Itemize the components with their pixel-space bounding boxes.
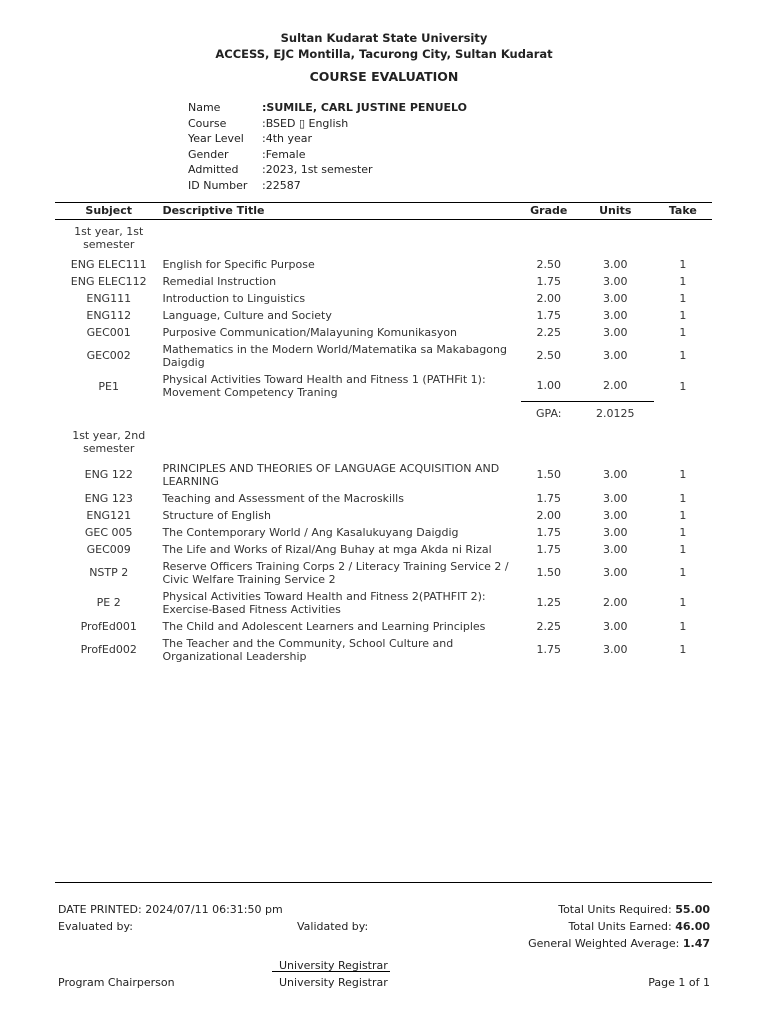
info-label: Course — [188, 116, 227, 130]
take: 1 — [679, 566, 687, 580]
descriptive-title: Purposive Communication/Malayuning Komunikasyon — [162, 325, 458, 339]
info-value: :4th year — [262, 132, 313, 145]
take: 1 — [679, 525, 687, 539]
table-row — [55, 507, 712, 524]
university-name: Sultan Kudarat State University — [280, 31, 488, 45]
grade: 2.25 — [536, 619, 562, 633]
grade: 1.00 — [536, 379, 562, 393]
student-info — [188, 100, 467, 193]
empty-cell — [577, 220, 654, 257]
units: 3.00 — [603, 619, 628, 633]
grade: 2.00 — [536, 508, 562, 522]
grade: 1.75 — [536, 491, 562, 505]
units: 3.00 — [603, 468, 628, 482]
subject-code: ENG 123 — [84, 491, 133, 505]
take: 1 — [679, 619, 687, 633]
total-units-earned — [568, 920, 710, 933]
table-row — [55, 541, 712, 558]
gwa-label: General Weighted Average: — [528, 937, 680, 950]
grade: 2.00 — [536, 291, 562, 305]
gpa-label: GPA: — [521, 402, 577, 425]
subject-code: GEC001 — [86, 325, 131, 339]
take: 1 — [679, 491, 687, 505]
empty-cell — [521, 220, 577, 257]
subject-code: GEC 005 — [84, 525, 133, 539]
header-subject: Subject — [55, 203, 162, 220]
total-earned-label: Total Units Earned: — [568, 920, 672, 933]
info-row — [188, 162, 467, 178]
descriptive-title: Teaching and Assessment of the Macroskills — [162, 491, 404, 505]
take: 1 — [679, 468, 687, 482]
gpa-value: 2.0125 — [577, 402, 654, 425]
empty-cell — [577, 424, 654, 460]
total-required-label: Total Units Required: — [558, 903, 672, 916]
program-chairperson: Program Chairperson — [58, 976, 175, 989]
table-row — [55, 524, 712, 541]
grade: 2.25 — [536, 325, 562, 339]
take: 1 — [679, 325, 687, 339]
units: 3.00 — [603, 542, 628, 556]
document-title: COURSE EVALUATION — [309, 69, 459, 84]
empty-cell — [654, 402, 712, 425]
take: 1 — [679, 379, 687, 393]
table-row — [55, 324, 712, 341]
validated-by: Validated by: — [297, 920, 369, 933]
evaluated-by: Evaluated by: — [58, 920, 133, 933]
grades-body — [55, 220, 712, 666]
subject-code: PE1 — [98, 379, 120, 393]
empty-cell — [162, 424, 520, 460]
subject-code: ENG121 — [86, 508, 132, 522]
semester-label: 1st year, 2nd semester — [72, 428, 146, 455]
table-row — [55, 490, 712, 507]
units: 3.00 — [603, 491, 628, 505]
info-value: :2023, 1st semester — [262, 163, 373, 176]
empty-cell — [162, 220, 520, 257]
grade: 1.75 — [536, 542, 562, 556]
total-units-required — [558, 903, 710, 916]
info-label: Gender — [188, 147, 229, 161]
units: 3.00 — [603, 525, 628, 539]
signature-line — [272, 971, 390, 972]
units: 3.00 — [603, 349, 628, 363]
take: 1 — [679, 257, 687, 271]
table-row — [55, 273, 712, 290]
grade: 1.75 — [536, 643, 562, 657]
campus-address: ACCESS, EJC Montilla, Tacurong City, Sultan Kudarat — [215, 47, 553, 61]
table-row — [55, 635, 712, 665]
gwa-value: 1.47 — [682, 937, 710, 950]
descriptive-title: Structure of English — [162, 508, 271, 522]
grade: 1.50 — [536, 468, 562, 482]
grade: 1.75 — [536, 308, 562, 322]
descriptive-title: Physical Activities Toward Health and Fitness 2(PATHFIT 2): Exercise-Based Fitness Activities — [162, 589, 486, 616]
descriptive-title: Remedial Instruction — [162, 274, 277, 288]
info-row — [188, 100, 467, 116]
info-value: :22587 — [262, 178, 301, 192]
units: 2.00 — [603, 596, 628, 610]
info-row — [188, 147, 467, 163]
table-row — [55, 290, 712, 307]
info-row — [188, 178, 467, 194]
subject-code: ENG111 — [86, 291, 132, 305]
info-value: :Female — [262, 147, 306, 161]
table-row — [55, 460, 712, 490]
header-grade: Grade — [521, 203, 577, 220]
date-printed: DATE PRINTED: 2024/07/11 06:31:50 pm — [58, 903, 283, 916]
table-row — [55, 588, 712, 618]
info-value: :BSED ▯ English — [262, 116, 349, 130]
general-weighted-average — [528, 937, 710, 950]
take: 1 — [679, 643, 687, 657]
table-row — [55, 341, 712, 371]
total-earned-value: 46.00 — [675, 920, 710, 933]
descriptive-title: The Child and Adolescent Learners and Learning Principles — [162, 619, 486, 633]
page-number: Page 1 of 1 — [648, 976, 710, 989]
units: 3.00 — [603, 325, 628, 339]
semester-row — [55, 220, 712, 257]
table-row — [55, 256, 712, 273]
take: 1 — [679, 308, 687, 322]
subject-code: GEC009 — [86, 542, 131, 556]
info-label: Year Level — [188, 132, 244, 145]
units: 3.00 — [603, 643, 628, 657]
grade: 2.50 — [536, 257, 562, 271]
units: 3.00 — [603, 291, 628, 305]
units: 3.00 — [603, 566, 628, 580]
subject-code: ProfEd001 — [80, 619, 137, 633]
take: 1 — [679, 349, 687, 363]
header-units: Units — [577, 203, 654, 220]
empty-cell — [654, 220, 712, 257]
header-title: Descriptive Title — [162, 203, 520, 220]
units: 3.00 — [603, 274, 628, 288]
table-row — [55, 558, 712, 588]
empty-cell — [521, 424, 577, 460]
total-required-value: 55.00 — [675, 903, 710, 916]
info-label: ID Number — [188, 178, 248, 192]
descriptive-title: Introduction to Linguistics — [162, 291, 306, 305]
units: 3.00 — [603, 308, 628, 322]
info-label: Admitted — [188, 163, 239, 176]
table-row — [55, 307, 712, 324]
table-row — [55, 618, 712, 635]
table-header-row — [55, 203, 712, 220]
grade: 1.50 — [536, 566, 562, 580]
grade: 1.25 — [536, 596, 562, 610]
subject-code: ENG 122 — [84, 468, 133, 482]
grade: 1.75 — [536, 274, 562, 288]
subject-code: ENG112 — [86, 308, 132, 322]
subject-code: ProfEd002 — [80, 643, 137, 657]
subject-code: PE 2 — [96, 596, 121, 610]
descriptive-title: The Contemporary World / Ang Kasalukuyang Daigdig — [162, 525, 459, 539]
semester-label: 1st year, 1st semester — [74, 224, 144, 251]
document-header — [0, 30, 768, 86]
subject-code: ENG ELEC112 — [70, 274, 147, 288]
empty-cell — [55, 402, 162, 425]
registrar-signature: University Registrar — [279, 959, 388, 972]
footer-divider — [55, 882, 712, 883]
info-row — [188, 116, 467, 132]
descriptive-title: Physical Activities Toward Health and Fitness 1 (PATHFit 1): Movement Competency Traning — [162, 372, 486, 400]
empty-cell — [162, 402, 520, 425]
grade: 1.75 — [536, 525, 562, 539]
empty-cell — [654, 424, 712, 460]
descriptive-title: The Life and Works of Rizal/Ang Buhay at mga Akda ni Rizal — [162, 542, 492, 556]
table-row — [55, 371, 712, 402]
semester-row — [55, 424, 712, 460]
units: 2.00 — [603, 379, 628, 393]
info-row — [188, 131, 467, 147]
registrar-title: University Registrar — [279, 976, 388, 989]
take: 1 — [679, 291, 687, 305]
descriptive-title: PRINCIPLES AND THEORIES OF LANGUAGE ACQUISITION AND LEARNING — [162, 461, 500, 488]
take: 1 — [679, 542, 687, 556]
header-take: Take — [654, 203, 712, 220]
units: 3.00 — [603, 257, 628, 271]
take: 1 — [679, 596, 687, 610]
take: 1 — [679, 508, 687, 522]
units: 3.00 — [603, 508, 628, 522]
descriptive-title: Language, Culture and Society — [162, 308, 332, 322]
gpa-row — [55, 402, 712, 425]
descriptive-title: The Teacher and the Community, School Culture and Organizational Leadership — [162, 636, 454, 663]
descriptive-title: English for Specific Purpose — [162, 257, 315, 271]
take: 1 — [679, 274, 687, 288]
subject-code: NSTP 2 — [89, 566, 129, 580]
info-label: Name — [188, 101, 221, 114]
subject-code: ENG ELEC111 — [70, 257, 147, 271]
info-value: :SUMILE, CARL JUSTINE PENUELO — [262, 101, 468, 114]
grade: 2.50 — [536, 349, 562, 363]
descriptive-title: Mathematics in the Modern World/Matematika sa Makabagong Daigdig — [162, 342, 507, 369]
descriptive-title: Reserve Officers Training Corps 2 / Literacy Training Service 2 / Civic Welfare Training Service 2 — [162, 559, 509, 586]
grades-table — [55, 202, 712, 665]
subject-code: GEC002 — [86, 349, 131, 363]
